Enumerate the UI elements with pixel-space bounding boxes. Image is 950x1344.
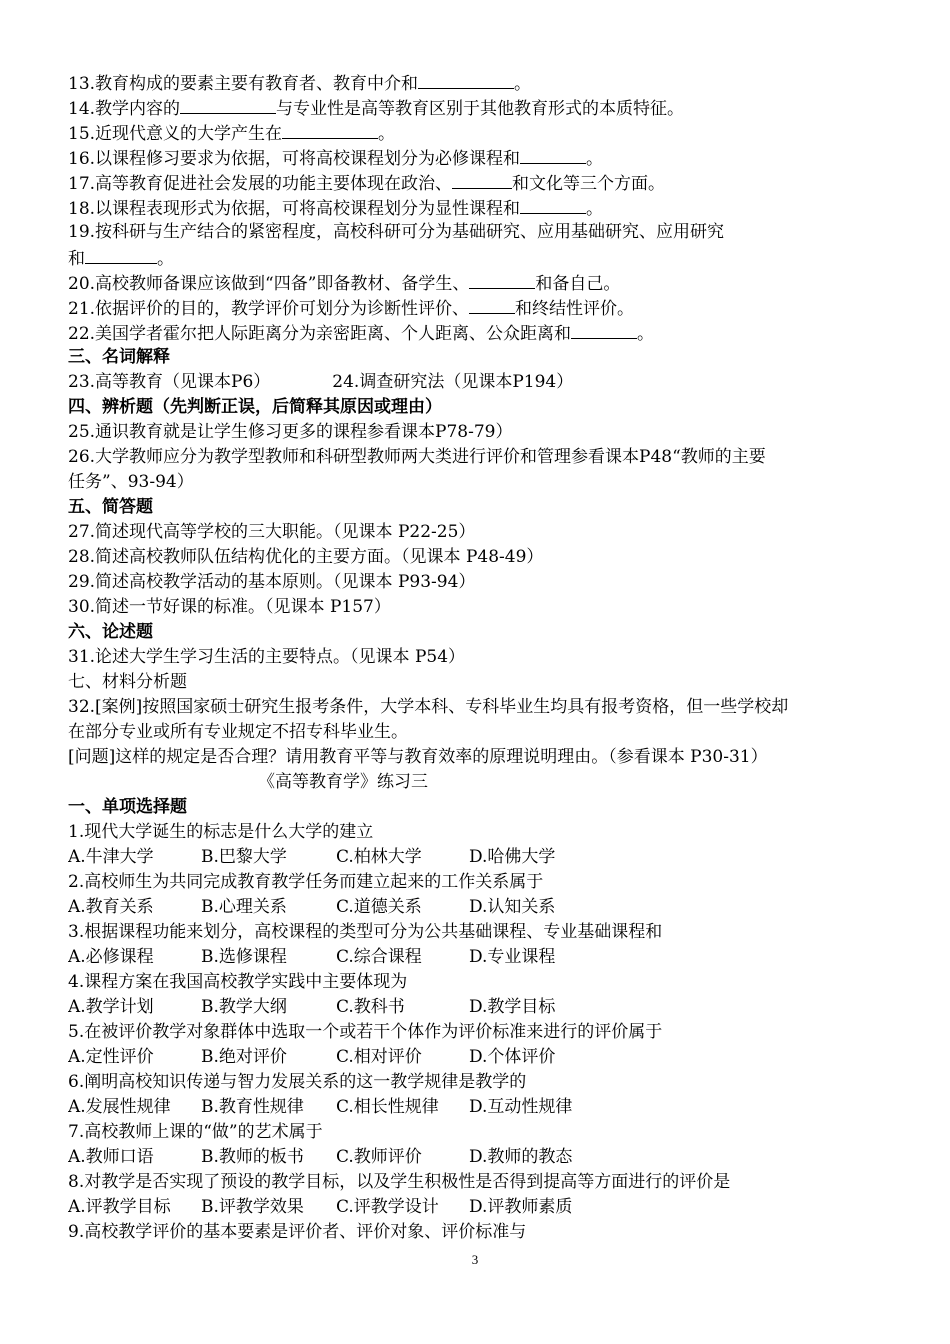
mc-option: A.必修课程 bbox=[68, 947, 154, 967]
answer-blank bbox=[282, 120, 378, 139]
answer-blank bbox=[452, 170, 512, 189]
question-31: 31.论述大学生学习生活的主要特点。（见课本 P54） bbox=[68, 647, 466, 667]
section-heading-analysis: 四、辨析题（先判断正误，后简释其原因或理由） bbox=[68, 397, 442, 417]
answer-blank bbox=[520, 145, 586, 164]
mc-option: A.评教学目标 bbox=[68, 1197, 171, 1217]
mc-question: 6.阐明高校知识传递与智力发展关系的这一教学规律是教学的 bbox=[68, 1072, 527, 1092]
mc-option: D.互动性规律 bbox=[469, 1097, 573, 1117]
answer-blank bbox=[469, 270, 535, 289]
mc-options bbox=[68, 1145, 888, 1170]
question-32-problem: [问题]这样的规定是否合理？请用教育平等与教育效率的原理说明理由。（参看课本 P30-31） bbox=[68, 747, 768, 767]
question-19-cont: 和 。 bbox=[68, 245, 888, 270]
mc-option: C.教师评价 bbox=[336, 1147, 422, 1167]
question-16: 16.以课程修习要求为依据，可将高校课程划分为必修课程和 。 bbox=[68, 145, 888, 170]
question-13: 13.教育构成的要素主要有教育者、教育中介和 。 bbox=[68, 70, 888, 95]
mc-options bbox=[68, 895, 888, 920]
answer-blank bbox=[85, 245, 157, 264]
mc-question: 8.对教学是否实现了预设的教学目标，以及学生积极性是否得到提高等方面进行的评价是 bbox=[68, 1172, 731, 1192]
section-heading-terms: 三、名词解释 bbox=[68, 347, 170, 367]
mc-option: B.绝对评价 bbox=[201, 1047, 287, 1067]
mc-option: C.相长性规律 bbox=[336, 1097, 439, 1117]
mc-question: 9.高校教学评价的基本要素是评价者、评价对象、评价标准与 bbox=[68, 1222, 527, 1242]
question-26-cont: 任务”、93-94） bbox=[68, 472, 194, 492]
mc-options bbox=[68, 1195, 888, 1220]
mc-option: C.评教学设计 bbox=[336, 1197, 439, 1217]
question-17: 17.高等教育促进社会发展的功能主要体现在政治、 和文化等三个方面。 bbox=[68, 170, 888, 195]
mc-option: D.认知关系 bbox=[469, 897, 556, 917]
mc-question: 1.现代大学诞生的标志是什么大学的建立 bbox=[68, 822, 374, 842]
mc-option: A.定性评价 bbox=[68, 1047, 154, 1067]
question-28: 28.简述高校教师队伍结构优化的主要方面。（见课本 P48-49） bbox=[68, 547, 544, 567]
mc-question: 4.课程方案在我国高校教学实践中主要体现为 bbox=[68, 972, 408, 992]
mc-options bbox=[68, 1095, 888, 1120]
answer-blank bbox=[469, 295, 515, 314]
mc-options bbox=[68, 1045, 888, 1070]
mc-option: D.评教师素质 bbox=[469, 1197, 573, 1217]
section-heading-single-choice: 一、单项选择题 bbox=[68, 797, 187, 817]
question-20: 20.高校教师备课应该做到“四备”即备教材、备学生、 和备自己。 bbox=[68, 270, 888, 295]
mc-option: D.专业课程 bbox=[469, 947, 556, 967]
mc-option: B.教师的板书 bbox=[201, 1147, 304, 1167]
question-19: 19.按科研与生产结合的紧密程度，高校科研可分为基础研究、应用基础研究、应用研究 bbox=[68, 222, 725, 242]
mc-option: A.教学计划 bbox=[68, 997, 154, 1017]
mc-option: A.发展性规律 bbox=[68, 1097, 171, 1117]
question-26: 26.大学教师应分为教学型教师和科研型教师两大类进行评价和管理参看课本P48“教师的主要 bbox=[68, 447, 766, 467]
question-18: 18.以课程表现形式为依据，可将高校课程划分为显性课程和 。 bbox=[68, 195, 888, 220]
mc-option: D.教师的教态 bbox=[469, 1147, 573, 1167]
mc-option: D.教学目标 bbox=[469, 997, 556, 1017]
mc-option: B.巴黎大学 bbox=[201, 847, 287, 867]
answer-blank bbox=[571, 320, 637, 339]
question-22: 22.美国学者霍尔把人际距离分为亲密距离、个人距离、公众距离和 。 bbox=[68, 320, 888, 345]
section-heading-case-analysis: 七、材料分析题 bbox=[68, 672, 187, 692]
question-25: 25.通识教育就是让学生修习更多的课程参看课本P78-79） bbox=[68, 422, 513, 442]
mc-options bbox=[68, 945, 888, 970]
section-heading-essay: 六、论述题 bbox=[68, 622, 153, 642]
mc-options bbox=[68, 995, 888, 1020]
mc-question: 2.高校师生为共同完成教育教学任务而建立起来的工作关系属于 bbox=[68, 872, 544, 892]
mc-option: B.评教学效果 bbox=[201, 1197, 304, 1217]
answer-blank bbox=[180, 95, 276, 114]
question-15: 15.近现代意义的大学产生在 。 bbox=[68, 120, 888, 145]
mc-option: A.教师口语 bbox=[68, 1147, 154, 1167]
mc-option: B.教学大纲 bbox=[201, 997, 287, 1017]
mc-option: C.教科书 bbox=[336, 997, 405, 1017]
mc-option: B.心理关系 bbox=[201, 897, 287, 917]
mc-question: 5.在被评价教学对象群体中选取一个或若干个体作为评价标准来进行的评价属于 bbox=[68, 1022, 663, 1042]
mc-option: C.相对评价 bbox=[336, 1047, 422, 1067]
answer-blank bbox=[520, 195, 586, 214]
exercise-title: 《高等教育学》练习三 bbox=[258, 772, 428, 792]
question-27: 27.简述现代高等学校的三大职能。（见课本 P22-25） bbox=[68, 522, 476, 542]
mc-options bbox=[68, 845, 888, 870]
page-number: 3 bbox=[471, 1252, 479, 1267]
mc-option: B.选修课程 bbox=[201, 947, 287, 967]
question-23-24: 23.高等教育（见课本P6） 24.调查研究法（见课本P194） bbox=[68, 372, 574, 392]
question-29: 29.简述高校教学活动的基本原则。（见课本 P93-94） bbox=[68, 572, 476, 592]
mc-option: C.柏林大学 bbox=[336, 847, 422, 867]
question-30: 30.简述一节好课的标准。（见课本 P157） bbox=[68, 597, 391, 617]
mc-option: A.教育关系 bbox=[68, 897, 154, 917]
mc-option: A.牛津大学 bbox=[68, 847, 154, 867]
answer-blank bbox=[418, 70, 514, 89]
question-32-case: 32.[案例]按照国家硕士研究生报考条件，大学本科、专科毕业生均具有报考资格，但一些学校却 bbox=[68, 697, 789, 717]
mc-question: 3.根据课程功能来划分，高校课程的类型可分为公共基础课程、专业基础课程和 bbox=[68, 922, 663, 942]
mc-option: B.教育性规律 bbox=[201, 1097, 304, 1117]
mc-question: 7.高校教师上课的“做”的艺术属于 bbox=[68, 1122, 323, 1142]
question-32-case-cont: 在部分专业或所有专业规定不招专科毕业生。 bbox=[68, 722, 408, 742]
mc-option: C.综合课程 bbox=[336, 947, 422, 967]
mc-option: D.个体评价 bbox=[469, 1047, 556, 1067]
question-14: 14.教学内容的 与专业性是高等教育区别于其他教育形式的本质特征。 bbox=[68, 95, 888, 120]
section-heading-short-answer: 五、简答题 bbox=[68, 497, 153, 517]
mc-option: C.道德关系 bbox=[336, 897, 422, 917]
question-21: 21.依据评价的目的，教学评价可划分为诊断性评价、 和终结性评价。 bbox=[68, 295, 888, 320]
mc-option: D.哈佛大学 bbox=[469, 847, 556, 867]
